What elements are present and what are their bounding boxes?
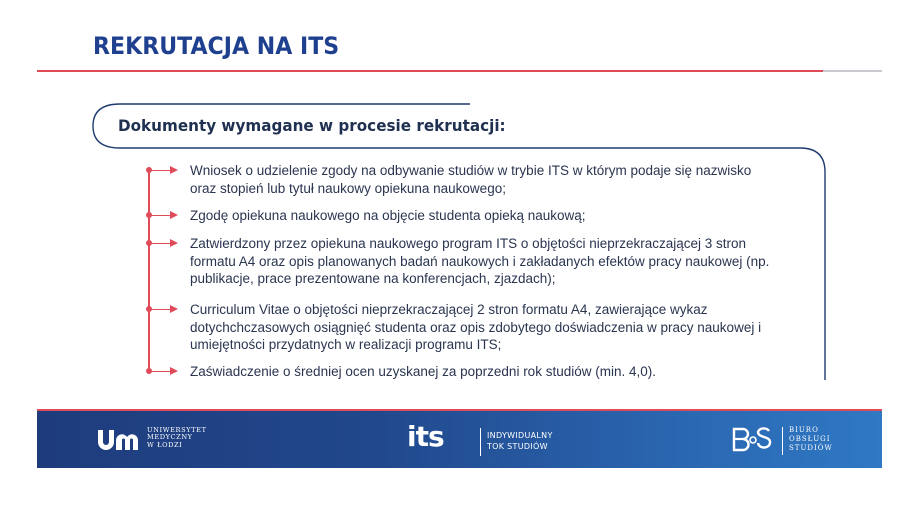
bullet-arrow-icon bbox=[146, 305, 180, 313]
list-item: Zaświadczenie o średniej ocen uzyskanej za poprzedni rok studiów (min. 4,0). bbox=[190, 364, 656, 379]
its-logo: its bbox=[407, 420, 444, 453]
list-item: Wniosek o udzielenie zgody na odbywanie studiów w trybie ITS w którym podaje się nazwisko oraz stopień lub tytuł naukowy opiekuna naukowego; bbox=[190, 163, 752, 196]
list-connector-line bbox=[148, 170, 150, 372]
university-logo bbox=[96, 428, 140, 452]
page-title: REKRUTACJA NA ITS bbox=[93, 32, 340, 60]
bullet-arrow-icon bbox=[146, 166, 180, 174]
footer-bar bbox=[37, 411, 882, 468]
university-name: UNIWERSYTET MEDYCZNY W ŁODZI bbox=[147, 426, 207, 449]
bullet-arrow-icon bbox=[146, 211, 180, 219]
list-item: Zatwierdzony przez opiekuna naukowego program ITS o objętości nieprzekraczającej 3 stron formatu A4 oraz opis planowanych badań naukowych i zakładanych efektów pracy naukowej (np. publikacje, prace prezentowane na konferencjach, zjazdach); bbox=[190, 236, 770, 286]
bos-logo bbox=[731, 426, 777, 454]
list-item: Zgodę opiekuna naukowego na objęcie studenta opieką naukową; bbox=[190, 208, 586, 223]
bos-name: BIURO OBSŁUGI STUDIÓW bbox=[789, 426, 833, 452]
bullet-arrow-icon bbox=[146, 239, 180, 247]
its-name: INDYWIDUALNY TOK STUDIÓW bbox=[487, 431, 553, 451]
its-divider bbox=[480, 428, 481, 456]
list-item: Curriculum Vitae o objętości nieprzekraczającej 2 stron formatu A4, zawierające wykaz dotychchczasowych osiągnięć studenta oraz opis zdobytego doświadczenia w pracy naukowej i umiejętności przydatnych w realizacji programu ITS; bbox=[190, 302, 762, 352]
bullet-arrow-icon bbox=[146, 367, 180, 375]
bos-divider bbox=[782, 427, 783, 455]
section-heading: Dokumenty wymagane w procesie rekrutacji: bbox=[118, 116, 506, 135]
